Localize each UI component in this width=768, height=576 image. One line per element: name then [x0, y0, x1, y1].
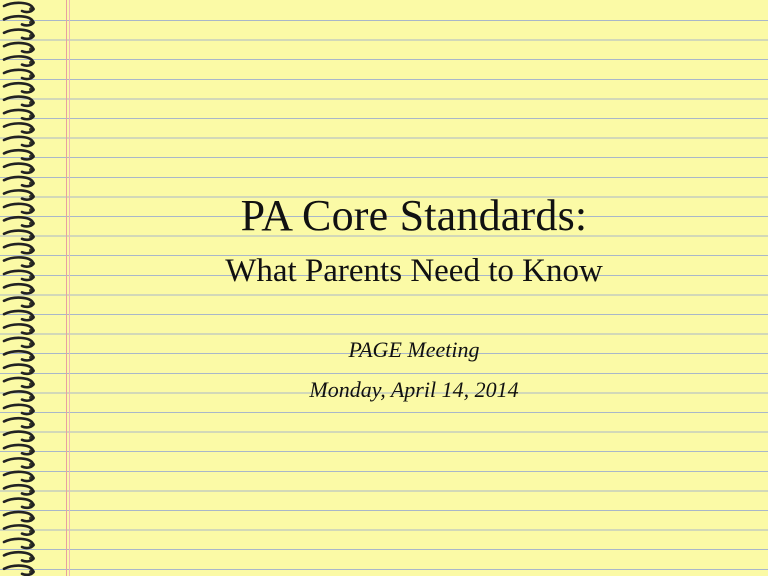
spiral-loop: [4, 204, 33, 213]
spiral-loop: [4, 512, 33, 521]
spiral-loop: [4, 177, 33, 186]
spiral-loop: [4, 432, 33, 441]
spiral-loop: [4, 244, 33, 253]
spiral-loop: [4, 56, 33, 65]
spiral-loop: [4, 499, 33, 508]
meeting-name: PAGE Meeting: [348, 337, 480, 362]
slide-subtitle: What Parents Need to Know: [225, 253, 603, 289]
spiral-loop: [4, 472, 33, 481]
spiral-loop: [4, 378, 33, 387]
spiral-loop: [4, 405, 33, 414]
spiral-loop: [4, 418, 33, 427]
spiral-loop: [4, 458, 33, 467]
spiral-loop: [4, 150, 33, 159]
spiral-loop: [4, 83, 33, 92]
spiral-loop: [4, 97, 33, 106]
spiral-loop: [4, 445, 33, 454]
spiral-loop: [4, 123, 33, 132]
spiral-loop: [4, 351, 33, 360]
spiral-loop: [4, 311, 33, 320]
spiral-loop: [4, 271, 33, 280]
spiral-loop: [4, 525, 33, 534]
spiral-loop: [4, 365, 33, 374]
spiral-loop: [4, 539, 33, 548]
spiral-loop: [4, 30, 33, 39]
spiral-loop: [4, 231, 33, 240]
meeting-date: Monday, April 14, 2014: [309, 377, 519, 402]
spiral-loop: [4, 3, 33, 12]
spiral-loop: [4, 391, 33, 400]
slide-title: PA Core Standards:: [240, 191, 588, 240]
spiral-loop: [4, 552, 33, 561]
spiral-loop: [4, 16, 33, 25]
spiral-loop: [4, 43, 33, 52]
spiral-loop: [4, 190, 33, 199]
spiral-loop: [4, 257, 33, 266]
spiral-loop: [4, 284, 33, 293]
spiral-loop: [4, 485, 33, 494]
spiral-loop: [4, 298, 33, 307]
spiral-binding-icon: [0, 0, 48, 576]
spiral-loop: [4, 566, 33, 575]
spiral-loop: [4, 137, 33, 146]
spiral-loop: [4, 70, 33, 79]
spiral-loop: [4, 338, 33, 347]
spiral-loop: [4, 324, 33, 333]
spiral-loop: [4, 164, 33, 173]
spiral-loop: [4, 217, 33, 226]
spiral-loop: [4, 110, 33, 119]
